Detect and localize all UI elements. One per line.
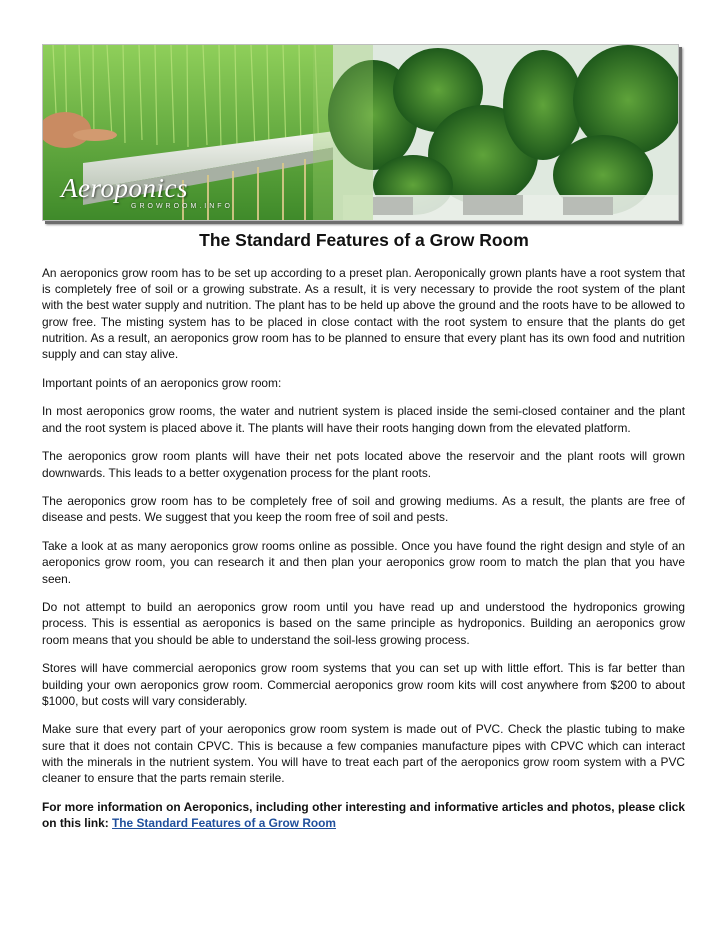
paragraph: Important points of an aeroponics grow room:	[42, 375, 282, 390]
article-link[interactable]: The Standard Features of a Grow Room	[112, 815, 337, 830]
paragraph: The aeroponics grow room plants will have their net pots located above the reservoir and the plant roots will grown downwards. This leads to a better oxygenation process for the plant roots.	[42, 449, 685, 480]
closing-paragraph	[42, 799, 685, 831]
header-banner-image	[42, 44, 679, 221]
paragraph: Do not attempt to build an aeroponics grow room until you have read up and understood the hydroponics growing process. This is essential as aeroponics is based on the same principle as hydroponics. Building an aeroponics grow room means that you should be able to understand the soil-less growing process.	[42, 600, 685, 647]
paragraph: Take a look at as many aeroponics grow rooms online as possible. Once you have found the right design and style of an aeroponics grow room, you can research it and then plan your aeroponics grow room to match the plan that you have seen.	[42, 539, 685, 586]
paragraph: In most aeroponics grow rooms, the water and nutrient system is placed inside the semi-closed container and the plant and the root system is placed above it. The plants will have their roots hanging down from the elevated platform.	[42, 404, 685, 435]
paragraph: Stores will have commercial aeroponics grow room systems that you can set up with little effort. This is far better than building your own aeroponics grow room. Commercial aeroponics grow room kits will cost anywhere from $200 to about $1000, but costs will vary considerably.	[42, 661, 685, 708]
page-title: The Standard Features of a Grow Room	[199, 230, 529, 250]
paragraph: An aeroponics grow room has to be set up according to a preset plan. Aeroponically grown plants have a root system that is completely free of soil or a growing substrate. As a result, it is very necessary to provide the root system of the plant with the best water supply and nutrition. The plant has to be held up above the ground and the roots have to be allowed to grow free. The misting system has to be placed in close contact with the root system to ensure that the plants do get nutrition. As a result, an aeroponics grow room has to be planned to ensure that every plant has its own food and nutrition supply and can stay alive.	[42, 266, 685, 362]
aeroponics-logo	[61, 173, 233, 210]
closing-text: For more information on Aeroponics, including other interesting and informative articles and photos, please click on this link:	[42, 799, 685, 830]
article-body	[42, 265, 685, 831]
paragraph: The aeroponics grow room has to be completely free of soil and growing mediums. As a result, the plants are free of disease and pests. We suggest that you keep the room free of soil and pests.	[42, 494, 685, 525]
logo-subtext: GROWROOM.INFO	[131, 203, 233, 210]
logo-text: Aeroponics	[61, 173, 188, 203]
paragraph: Make sure that every part of your aeroponics grow room system is made out of PVC. Check the plastic tubing to make sure that it does not contain CPVC. This is because a few companies manufacture pipes with CPVC which can interact with the minerals in the nutrient system. You will have to treat each part of the aeroponics grow room system with a PVC cleaner to ensure that the parts remain sterile.	[42, 722, 685, 786]
